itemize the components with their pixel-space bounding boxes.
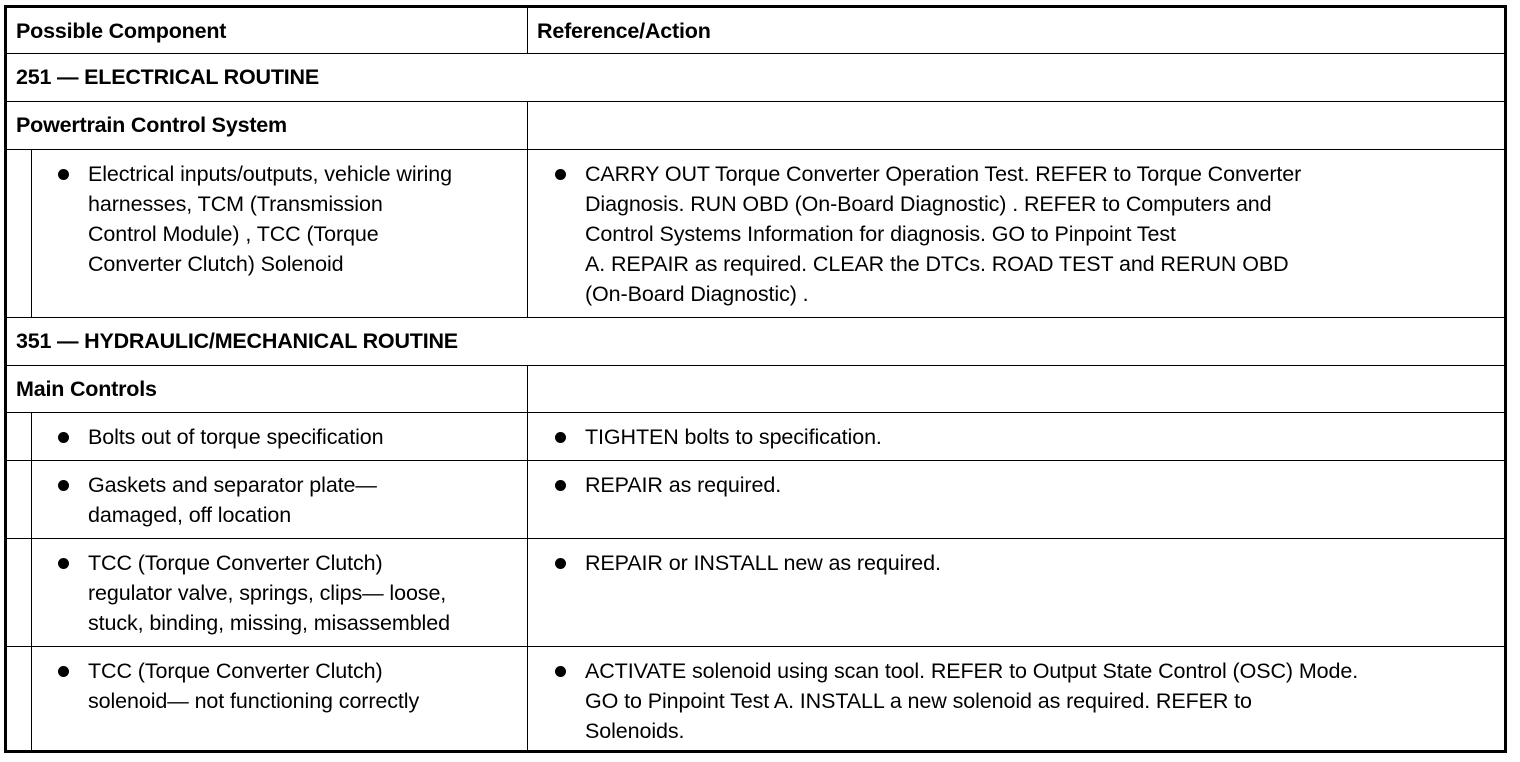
component-text: Bolts out of torque specification xyxy=(88,425,384,449)
table-row xyxy=(7,412,1504,460)
action-cell xyxy=(527,150,1504,317)
component-cell xyxy=(7,539,527,646)
group-row-powertrain xyxy=(7,101,1504,149)
component-cell xyxy=(7,647,527,750)
action-cell xyxy=(527,539,1504,646)
component-text: Electrical inputs/outputs, vehicle wiring harnesses, TCM (Transmission Control Module) , TCC (Torque Converter Clutch) Solenoid xyxy=(88,162,452,276)
bullet-icon xyxy=(58,169,69,180)
header-component-label: Possible Component xyxy=(16,19,227,43)
group-title: Powertrain Control System xyxy=(16,113,287,137)
bullet-icon xyxy=(58,558,69,569)
table-row xyxy=(7,646,1504,750)
action-text: REPAIR as required. xyxy=(585,473,782,497)
bullet-icon xyxy=(555,169,566,180)
bullet-icon xyxy=(58,480,69,491)
table-row xyxy=(7,538,1504,646)
header-row xyxy=(7,8,1504,53)
action-text: ACTIVATE solenoid using scan tool. REFER to Output State Control (OSC) Mode. GO to Pinpoint Test A. INSTALL a new solenoid as required. REFER to Solenoids. xyxy=(585,659,1359,743)
bullet-icon xyxy=(58,666,69,677)
indent-divider xyxy=(31,647,32,750)
action-text: REPAIR or INSTALL new as required. xyxy=(585,551,941,575)
group-cell xyxy=(7,366,527,412)
table-row xyxy=(7,460,1504,538)
action-cell xyxy=(527,647,1504,750)
group-empty-cell xyxy=(527,366,1504,412)
header-action-label: Reference/Action xyxy=(537,19,711,43)
header-cell-action xyxy=(527,8,1504,53)
routine-row-351 xyxy=(7,317,1504,365)
diagnosis-table xyxy=(4,5,1507,753)
bullet-icon xyxy=(555,480,566,491)
component-cell xyxy=(7,413,527,460)
component-cell xyxy=(7,461,527,538)
indent-divider xyxy=(31,461,32,538)
header-cell-component xyxy=(7,8,527,53)
routine-cell xyxy=(7,54,1504,101)
group-empty-cell xyxy=(527,102,1504,149)
table-row xyxy=(7,149,1504,317)
action-text: CARRY OUT Torque Converter Operation Test. REFER to Torque Converter Diagnosis. RUN OBD (On-Board Diagnostic) . REFER to Computers and Control Systems Information for diagnosis. GO to Pinpoint Test A. REPAIR as required. CLEAR the DTCs. ROAD TEST and RERUN OBD (On-Board Diagnostic) . xyxy=(585,162,1302,306)
routine-cell xyxy=(7,318,1504,365)
action-cell xyxy=(527,461,1504,538)
indent-divider xyxy=(31,413,32,460)
bullet-icon xyxy=(58,432,69,443)
bullet-icon xyxy=(555,558,566,569)
group-cell xyxy=(7,102,527,149)
bullet-icon xyxy=(555,432,566,443)
group-row-main-controls xyxy=(7,365,1504,412)
component-cell xyxy=(7,150,527,317)
indent-divider xyxy=(31,150,32,317)
routine-title: 251 — ELECTRICAL ROUTINE xyxy=(16,65,320,89)
component-text: Gaskets and separator plate— damaged, off location xyxy=(88,473,377,527)
routine-title: 351 — HYDRAULIC/MECHANICAL ROUTINE xyxy=(16,329,458,353)
action-cell xyxy=(527,413,1504,460)
bullet-icon xyxy=(555,666,566,677)
routine-row-251 xyxy=(7,53,1504,101)
component-text: TCC (Torque Converter Clutch) regulator valve, springs, clips— loose, stuck, binding, missing, misassembled xyxy=(88,551,450,635)
component-text: TCC (Torque Converter Clutch) solenoid— not functioning correctly xyxy=(88,659,420,713)
group-title: Main Controls xyxy=(16,377,157,401)
action-text: TIGHTEN bolts to specification. xyxy=(585,425,882,449)
indent-divider xyxy=(31,539,32,646)
